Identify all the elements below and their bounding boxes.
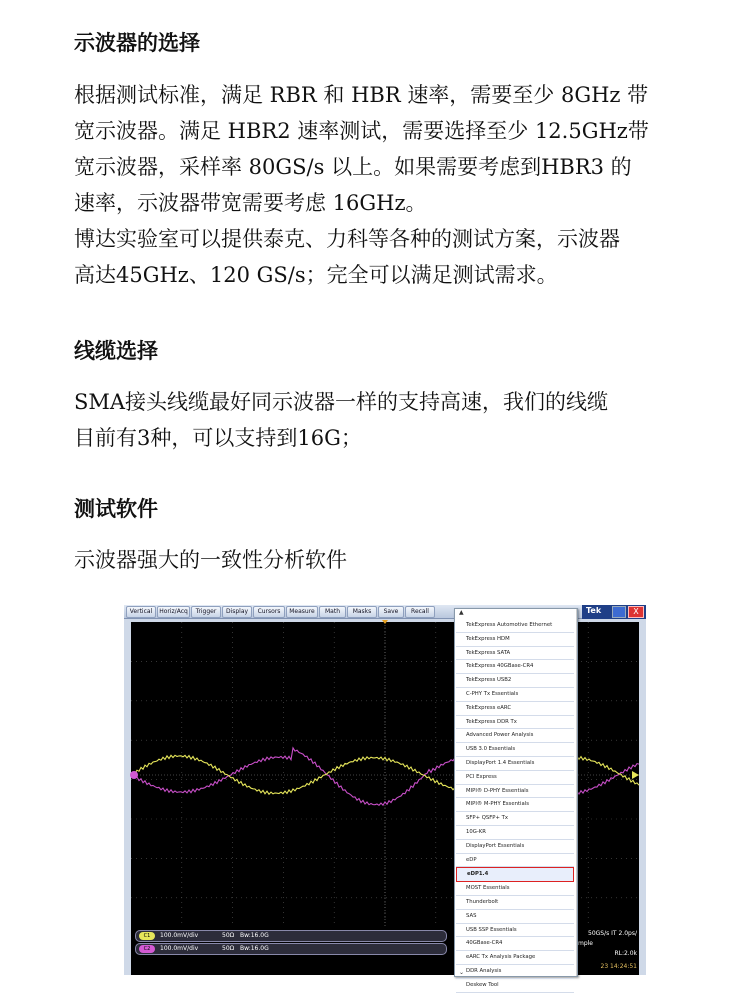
dropdown-item[interactable]: TekExpress Automotive Ethernet bbox=[456, 619, 574, 633]
analysis-app-list bbox=[456, 619, 574, 993]
close-button[interactable]: X bbox=[628, 606, 644, 618]
dropdown-item[interactable]: SAS bbox=[456, 910, 574, 924]
text-line: 博达实验室可以提供泰克、力科等各种的测试方案，示波器 bbox=[74, 227, 620, 251]
ch2-ground-marker[interactable] bbox=[130, 771, 138, 779]
sample-rate-readout: 50GS/s IT 2.0ps/ bbox=[588, 930, 637, 937]
dropdown-item[interactable]: DDR Analysis bbox=[456, 965, 574, 979]
dropdown-item[interactable]: TekExpress SATA bbox=[456, 647, 574, 661]
channel-2-readout[interactable] bbox=[135, 943, 447, 955]
menu-horiz-acq[interactable]: Horiz/Acq bbox=[157, 606, 190, 618]
title-bar bbox=[582, 605, 646, 619]
channel-2-scale: 100.0mV/div bbox=[160, 945, 199, 952]
text-line: 根据测试标准，满足 RBR 和 HBR 速率，需要至少 8GHz 带 bbox=[74, 83, 649, 107]
scroll-up-icon[interactable]: ▲ bbox=[459, 609, 464, 616]
menu-math[interactable]: Math bbox=[319, 606, 346, 618]
channel-2-impedance: 50Ω bbox=[222, 945, 235, 952]
dropdown-item[interactable]: PCI Express bbox=[456, 771, 574, 785]
scroll-down-icon[interactable]: ⌄ bbox=[459, 969, 465, 976]
text-line: 宽示波器。满足 HBR2 速率测试，需要选择至少 12.5GHz带 bbox=[74, 119, 649, 143]
text-line: 高达45GHz、120 GS/s；完全可以满足测试需求。 bbox=[74, 263, 558, 287]
menu-vertical[interactable]: Vertical bbox=[126, 606, 156, 618]
text-line: 示波器强大的一致性分析软件 bbox=[74, 548, 347, 572]
dropdown-item[interactable]: Advanced Power Analysis bbox=[456, 729, 574, 743]
heading-cable-selection: 线缆选择 bbox=[74, 339, 158, 363]
channel-1-scale: 100.0mV/div bbox=[160, 932, 199, 939]
menu-save[interactable]: Save bbox=[378, 606, 404, 618]
dropdown-item[interactable]: 40GBase-CR4 bbox=[456, 937, 574, 951]
oscilloscope-screenshot bbox=[124, 605, 646, 988]
dropdown-item[interactable]: C-PHY Tx Essentials bbox=[456, 688, 574, 702]
channel-1-badge: C1 bbox=[139, 932, 155, 940]
acq-mode-readout: mple bbox=[577, 940, 593, 947]
dropdown-item[interactable]: TekExpress HDM bbox=[456, 633, 574, 647]
menu-cursors[interactable]: Cursors bbox=[253, 606, 285, 618]
minimize-button[interactable] bbox=[612, 606, 626, 618]
dropdown-item[interactable]: MIPI® M-PHY Essentials bbox=[456, 798, 574, 812]
channel-1-readout[interactable] bbox=[135, 930, 447, 942]
text-line: 宽示波器，采样率 80GS/s 以上。如果需要考虑到HBR3 的 bbox=[74, 155, 632, 179]
trigger-position-marker bbox=[382, 620, 388, 624]
dropdown-item[interactable]: eARC Tx Analysis Package bbox=[456, 951, 574, 965]
menu-display[interactable]: Display bbox=[222, 606, 252, 618]
dropdown-item[interactable]: TekExpress DDR Tx bbox=[456, 716, 574, 730]
dropdown-item[interactable]: TekExpress 40GBase-CR4 bbox=[456, 660, 574, 674]
dropdown-item[interactable]: MOST Essentials bbox=[456, 882, 574, 896]
channel-1-bandwidth: Bw:16.0G bbox=[240, 932, 269, 939]
time-readout: 23 14:24:51 bbox=[600, 963, 637, 970]
channel-1-impedance: 50Ω bbox=[222, 932, 235, 939]
heading-scope-selection: 示波器的选择 bbox=[74, 31, 200, 55]
menu-measure[interactable]: Measure bbox=[286, 606, 318, 618]
dropdown-item[interactable]: eDP1.4 bbox=[456, 867, 574, 882]
record-length-readout: RL:2.0k bbox=[614, 950, 637, 957]
dropdown-scrollbar[interactable] bbox=[576, 609, 577, 976]
dropdown-item[interactable]: DisplayPort Essentials bbox=[456, 840, 574, 854]
dropdown-item[interactable]: MIPI® D-PHY Essentials bbox=[456, 785, 574, 799]
paragraph-cable-selection bbox=[74, 384, 704, 456]
dropdown-item[interactable]: Deskew Tool bbox=[456, 979, 574, 993]
dropdown-item[interactable]: USB SSP Essentials bbox=[456, 924, 574, 938]
trigger-level-marker[interactable] bbox=[632, 771, 639, 779]
paragraph-scope-selection bbox=[74, 77, 704, 293]
text-line: 目前有3种，可以支持到16G； bbox=[74, 426, 362, 450]
tek-logo: Tek bbox=[586, 606, 602, 615]
channel-2-bandwidth: Bw:16.0G bbox=[240, 945, 269, 952]
paragraph-test-software bbox=[74, 542, 704, 578]
dropdown-item[interactable]: TekExpress eARC bbox=[456, 702, 574, 716]
dropdown-item[interactable]: SFP+ QSFP+ Tx bbox=[456, 812, 574, 826]
dropdown-item[interactable]: Thunderbolt bbox=[456, 896, 574, 910]
channel-2-badge: C2 bbox=[139, 945, 155, 953]
text-line: SMA接头线缆最好同示波器一样的支持高速，我们的线缆 bbox=[74, 390, 609, 414]
text-line: 速率，示波器带宽需要考虑 16GHz。 bbox=[74, 191, 427, 215]
menu-masks[interactable]: Masks bbox=[347, 606, 377, 618]
dropdown-item[interactable]: DisplayPort 1.4 Essentials bbox=[456, 757, 574, 771]
dropdown-item[interactable]: 10G-KR bbox=[456, 826, 574, 840]
dropdown-item[interactable]: USB 3.0 Essentials bbox=[456, 743, 574, 757]
dropdown-item[interactable]: eDP bbox=[456, 854, 574, 868]
menu-trigger[interactable]: Trigger bbox=[191, 606, 221, 618]
menu-recall[interactable]: Recall bbox=[405, 606, 435, 618]
analysis-app-dropdown[interactable] bbox=[454, 608, 578, 988]
dropdown-item[interactable]: TekExpress USB2 bbox=[456, 674, 574, 688]
heading-test-software: 测试软件 bbox=[74, 497, 158, 521]
